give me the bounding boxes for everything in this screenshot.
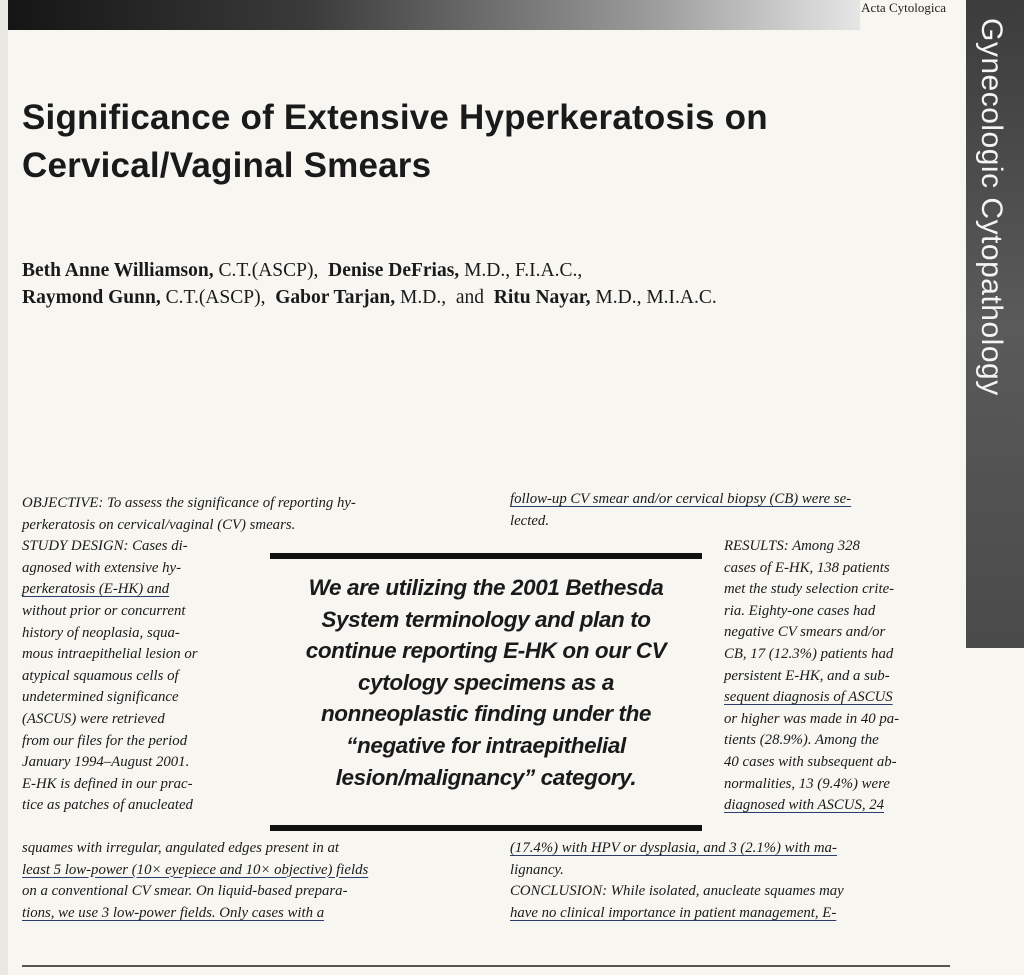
pull-quote-line: System terminology and plan to [321, 606, 651, 632]
author-credentials: C.T.(ASCP), [213, 260, 319, 281]
abstract-line: January 1994–August 2001. [22, 754, 190, 771]
abstract-line: on a conventional CV smear. On liquid-based prepara- [22, 883, 348, 900]
abstract-line: perkeratosis (E-HK) and [22, 581, 170, 598]
journal-name: Acta Cytologica [861, 0, 946, 15]
abstract-column-2 [510, 489, 851, 532]
abstract-line: mous intraepithelial lesion or [22, 646, 198, 663]
section-label: Gynecologic Cytopathology [975, 18, 1008, 396]
abstract-line: squames with irregular, angulated edges present in at [22, 840, 340, 856]
author-name: Denise DeFrias, [328, 260, 460, 281]
author-credentials: M.D., F.I.A.C., [459, 260, 583, 281]
title-line: Cervical/Vaginal Smears [22, 146, 432, 185]
abstract-line: normalities, 13 (9.4%) were [724, 775, 890, 792]
pull-quote-line: “negative for intraepithelial [346, 732, 626, 758]
author-name: Ritu Nayar, [493, 287, 591, 308]
abstract-line: sequent diagnosis of ASCUS [724, 689, 893, 706]
abstract-line: perkeratosis on cervical/vaginal (CV) smears. [22, 516, 296, 533]
abstract-line: tice as patches of anucleated [22, 797, 193, 814]
abstract-line: (17.4%) with HPV or dysplasia, and 3 (2.1%) with ma- [510, 840, 837, 856]
abstract-line: cases of E-HK, 138 patients [724, 559, 890, 576]
page-edge [0, 0, 8, 975]
abstract-line: CB, 17 (12.3%) patients had [724, 645, 894, 662]
abstract-line: history of neoplasia, squa- [22, 624, 180, 641]
author-list [22, 257, 922, 311]
abstract-line: ria. Eighty-one cases had [724, 602, 876, 619]
abstract-line: or higher was made in 40 pa- [724, 710, 900, 727]
abstract-line: persistent E-HK, and a sub- [724, 667, 890, 684]
pull-quote-line: We are utilizing the 2001 Bethesda [308, 575, 664, 600]
abstract-line: agnosed with extensive hy- [22, 559, 182, 576]
abstract-line: RESULTS: Among 328 [724, 538, 860, 554]
abstract-line: E-HK is defined in our prac- [22, 775, 193, 792]
abstract-line: without prior or concurrent [22, 602, 186, 619]
abstract-line: OBJECTIVE: To assess the significance of reporting hy- [22, 495, 356, 511]
author-name: Raymond Gunn, [22, 287, 161, 308]
pull-quote-line: continue reporting E-HK on our CV [305, 638, 667, 664]
author-credentials: C.T.(ASCP), [160, 287, 266, 308]
abstract-line: atypical squamous cells of [22, 667, 179, 684]
abstract-line: met the study selection crite- [724, 581, 895, 598]
header-bar [8, 0, 860, 30]
author-name: Gabor Tarjan, [275, 287, 396, 308]
abstract-line: have no clinical importance in patient management, E- [510, 904, 837, 921]
abstract-line: least 5 low-power (10× eyepiece and 10× objective) fields [22, 861, 369, 878]
abstract-line: negative CV smears and/or [724, 624, 886, 641]
abstract-line: tions, we use 3 low-power fields. Only cases with a [22, 904, 325, 921]
pull-quote [270, 572, 702, 793]
title-line: Significance of Extensive Hyperkeratosis on [22, 98, 768, 137]
author-credentials: M.D., [395, 287, 447, 308]
abstract-line: CONCLUSION: While isolated, anucleate squames may [510, 883, 844, 900]
author-line [22, 257, 922, 284]
abstract-line: (ASCUS) were retrieved [22, 710, 165, 727]
author-separator: and [455, 287, 484, 308]
abstract-line: diagnosed with ASCUS, 24 [724, 797, 885, 814]
article-title [22, 94, 922, 190]
pull-quote-line: nonneoplastic finding under the [320, 701, 652, 727]
abstract-line: STUDY DESIGN: Cases di- [22, 538, 188, 555]
pull-quote-line: lesion/malignancy” category. [335, 764, 637, 790]
bottom-rule [22, 965, 950, 967]
pull-quote-line: cytology specimens as a [358, 669, 614, 695]
abstract-column-4 [22, 838, 368, 924]
abstract-line: 40 cases with subsequent ab- [724, 753, 897, 770]
abstract-column-3 [724, 536, 899, 817]
abstract-line: tients (28.9%). Among the [724, 732, 879, 749]
abstract-line: follow-up CV smear and/or cervical biopsy (CB) were se- [510, 491, 852, 507]
author-credentials: M.D., M.I.A.C. [590, 287, 717, 308]
abstract-line: from our files for the period [22, 732, 188, 749]
abstract-line: lignancy. [510, 861, 564, 878]
author-line [22, 284, 922, 311]
abstract-line: lected. [510, 512, 550, 529]
abstract-column-5 [510, 838, 844, 924]
abstract-line: undetermined significance [22, 689, 179, 706]
author-name: Beth Anne Williamson, [22, 260, 214, 281]
